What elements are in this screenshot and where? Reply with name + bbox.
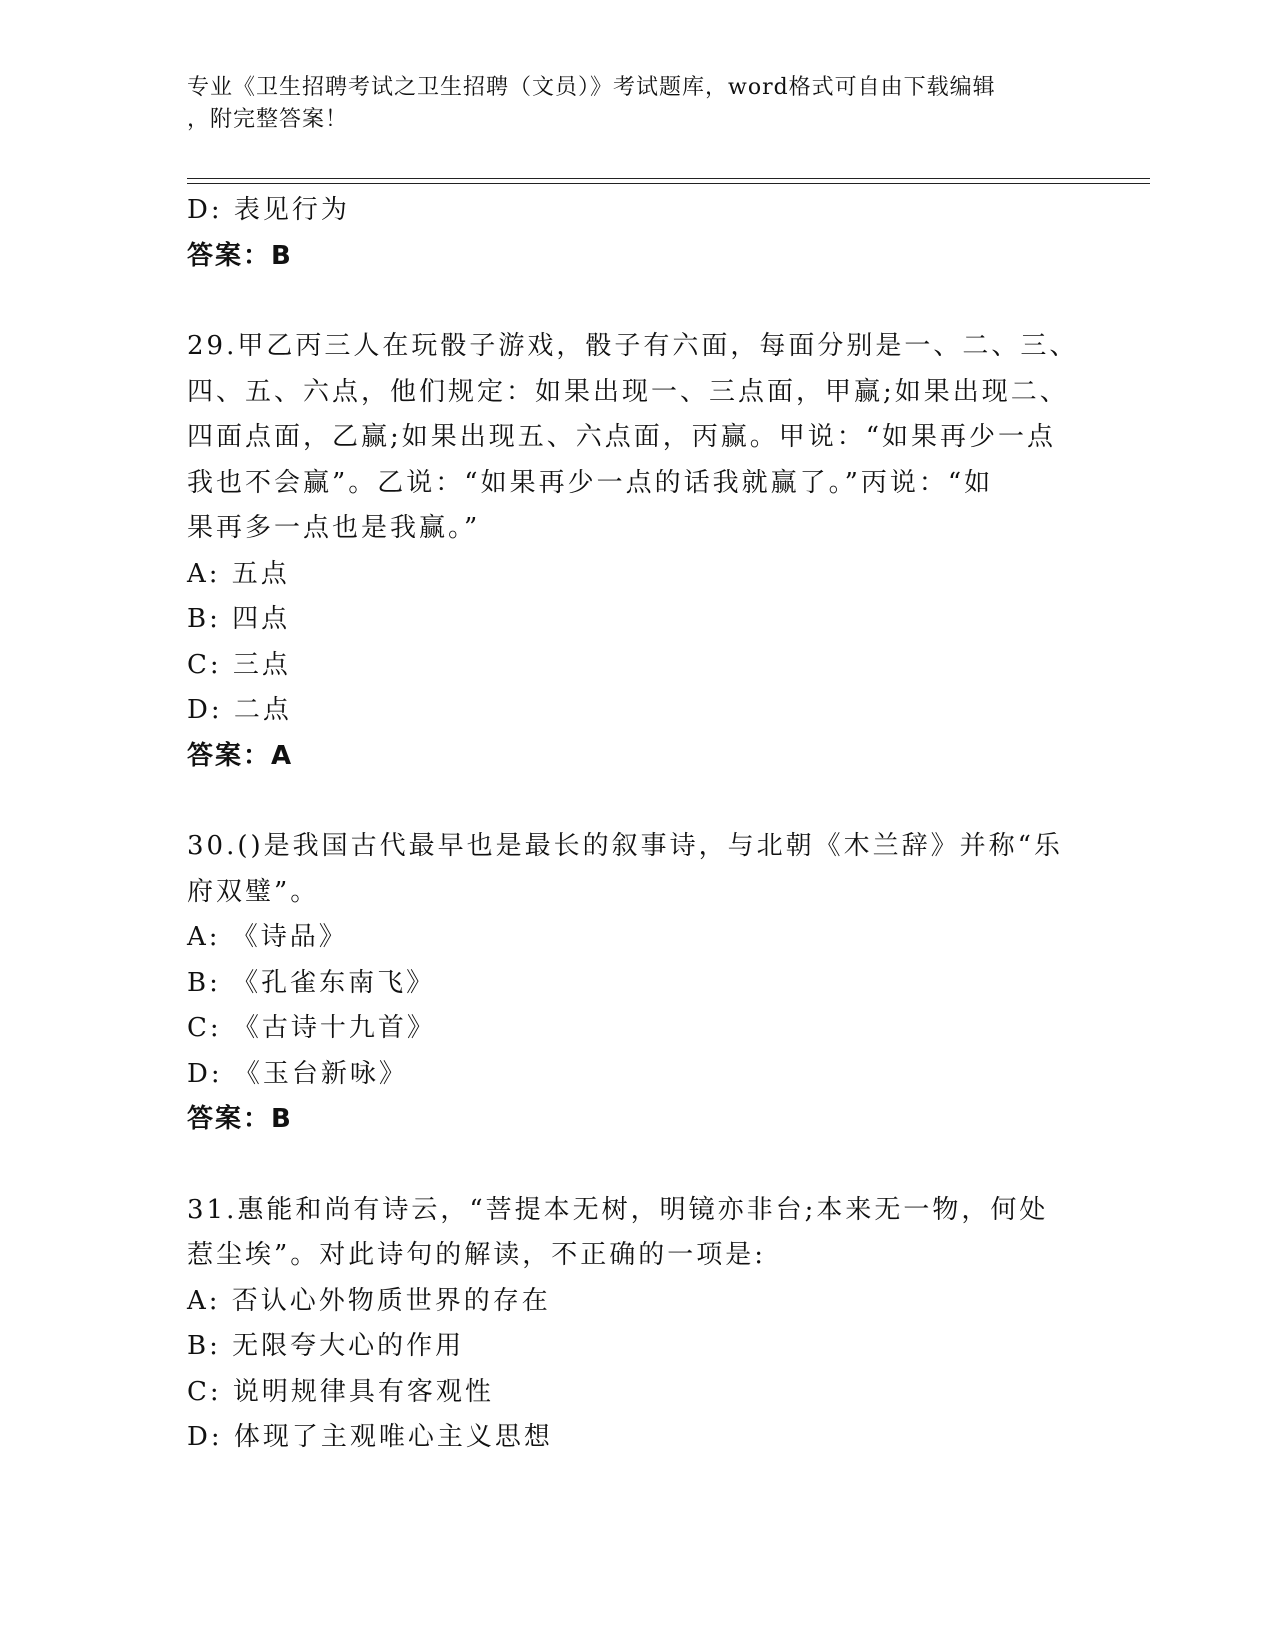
q31-option-b: B: 无限夸大心的作用 xyxy=(187,1331,465,1361)
q31-stem-line-2: 惹尘埃”。对此诗句的解读，不正确的一项是: xyxy=(187,1240,767,1270)
question-content xyxy=(187,188,1079,1461)
q30-option-c: C: 《古诗十九首》 xyxy=(187,1013,436,1043)
q29-stem-line-5: 果再多一点也是我赢。” xyxy=(187,513,481,543)
q30-stem-line-1: 30.()是我国古代最早也是最长的叙事诗，与北朝《木兰辞》并称“乐 xyxy=(187,831,1063,861)
page-header xyxy=(187,72,1067,136)
question-31 xyxy=(187,1188,1067,1461)
header-line-1: 专业《卫生招聘考试之卫生招聘（文员）》考试题库，word格式可自由下载编辑 xyxy=(187,75,996,100)
q30-answer: 答案：B xyxy=(187,1104,293,1134)
q31-option-c: C: 说明规律具有客观性 xyxy=(187,1376,494,1407)
prev-answer: 答案：B xyxy=(187,240,293,271)
q29-stem-line-1: 29.甲乙丙三人在玩骰子游戏，骰子有六面，每面分别是一、二、三、 xyxy=(187,331,1079,361)
q30-option-b: B: 《孔雀东南飞》 xyxy=(187,967,436,998)
q29-option-a: A: 五点 xyxy=(187,558,290,589)
header-divider-bottom xyxy=(187,183,1150,184)
q29-option-b: B: 四点 xyxy=(187,604,291,634)
q29-option-c: C: 三点 xyxy=(187,649,291,680)
q29-answer: 答案：A xyxy=(187,740,294,771)
q29-stem-line-2: 四、五、六点，他们规定：如果出现一、三点面，甲赢;如果出现二、 xyxy=(187,376,1069,407)
q29-stem-line-3: 四面点面，乙赢;如果出现五、六点面，丙赢。甲说：“如果再少一点 xyxy=(187,422,1057,452)
q31-option-d: D: 体现了主观唯心主义思想 xyxy=(187,1422,553,1452)
q29-option-d: D: 二点 xyxy=(187,695,292,725)
header-divider-top xyxy=(187,178,1150,179)
q31-stem-line-1: 31.惠能和尚有诗云，“菩提本无树，明镜亦非台;本来无一物，何处 xyxy=(187,1194,1049,1225)
spacer xyxy=(187,779,1067,824)
q31-option-a: A: 否认心外物质世界的存在 xyxy=(187,1285,551,1316)
q30-option-d: D: 《玉台新咏》 xyxy=(187,1058,408,1089)
spacer xyxy=(187,279,1067,324)
prev-option-d: D: 表见行为 xyxy=(187,195,350,225)
spacer xyxy=(187,1143,1067,1188)
q30-stem-line-2: 府双璧”。 xyxy=(187,876,320,907)
q29-stem-line-4: 我也不会赢”。乙说：“如果再少一点的话我就赢了。”丙说：“如 xyxy=(187,467,994,498)
header-line-2: ，附完整答案！ xyxy=(187,107,349,132)
question-29 xyxy=(187,324,1079,779)
q30-option-a: A: 《诗品》 xyxy=(187,922,348,952)
question-30 xyxy=(187,824,1067,1143)
